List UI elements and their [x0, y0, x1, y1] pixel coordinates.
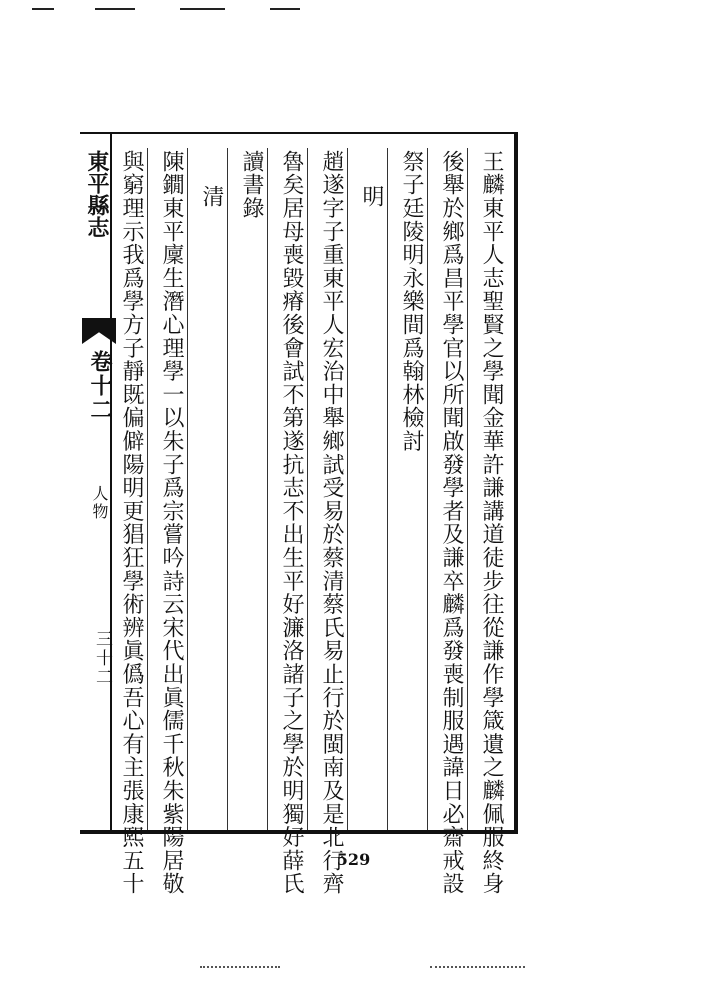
text-column: 後舉於鄉爲昌平學官以所聞啟發學者及謙卒麟爲發喪制服遇諱日必齋戒設	[439, 150, 464, 896]
scan-mark	[270, 8, 300, 10]
scan-mark	[32, 8, 54, 10]
column-rule	[307, 148, 308, 830]
book-title: 東平縣志	[84, 150, 110, 238]
dynasty-heading: 清	[199, 185, 224, 209]
text-column: 祭子廷陵明永樂間爲翰林檢討	[399, 150, 424, 453]
spine-rule	[110, 132, 112, 834]
column-rule	[187, 148, 188, 830]
scan-mark	[180, 8, 225, 10]
section-label: 人物	[90, 485, 109, 521]
scan-mark	[95, 8, 135, 10]
text-column: 讀書錄	[239, 150, 264, 220]
column-rule	[147, 148, 148, 830]
column-rule	[347, 148, 348, 830]
scan-mark	[200, 966, 280, 970]
dynasty-heading: 明	[359, 185, 384, 209]
scan-mark	[430, 966, 525, 970]
text-column: 陳鐗東平廩生潛心理學一以朱子爲宗嘗吟詩云宋代出眞儒千秋朱紫陽居敬	[159, 150, 184, 896]
chapter-label: 卷十二	[87, 350, 113, 422]
text-column: 趙遂字子重東平人宏治中舉鄉試受易於蔡清蔡氏易止行於閩南及是北行齊	[319, 150, 344, 896]
folio-number: 三十二	[92, 630, 112, 687]
column-rule	[467, 148, 468, 830]
column-rule	[227, 148, 228, 830]
column-rule	[267, 148, 268, 830]
column-rule	[427, 148, 428, 830]
text-column: 王麟東平人志聖賢之學聞金華許謙講道徒步往從謙作學箴遺之麟佩服終身	[479, 150, 504, 896]
page-number: 529	[336, 850, 371, 869]
text-column: 與窮理示我爲學方子靜既偏僻陽明更猖狂學術辨眞僞吾心有主張康熙五十	[119, 150, 144, 896]
column-rule	[387, 148, 388, 830]
text-column: 魯矣居母喪毀瘠後會試不第遂抗志不出生平好濂洛諸子之學於明獨好薛氏	[279, 150, 304, 896]
